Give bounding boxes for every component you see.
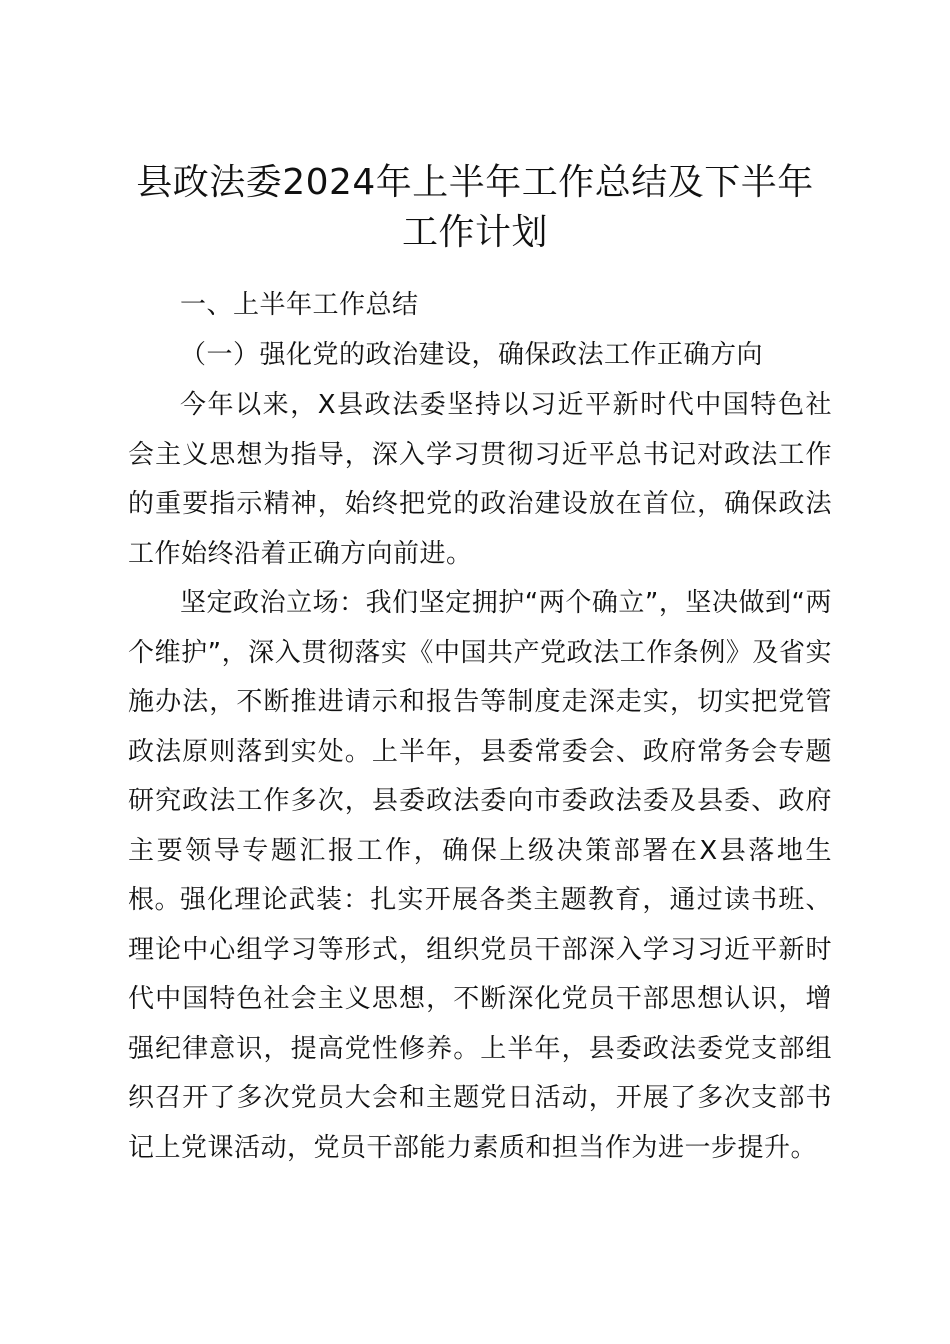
section-heading: 一、上半年工作总结 [180, 290, 419, 320]
paragraph-political-stance: 坚定政治立场：我们坚定拥护“两个确立”，坚决做到“两个维护”，深入贯彻落实《中国共产党政法工作条例》及省实施办法，不断推进请示和报告等制度走深走实，切实把党管政法原则落到实处。上半年，县委常委会、政府常务会专题研究政法工作多次，县委政法委向市委政法委及县委、政府主要领导专题汇报工作，确保上级决策部署在X县落地生根。 [128, 588, 832, 915]
paragraph-intro: 今年以来，X县政法委坚持以习近平新时代中国特色社会主义思想为指导，深入学习贯彻习近平总书记对政法工作的重要指示精神，始终把党的政治建设放在首位，确保政法工作始终沿着正确方向前进。 [128, 390, 832, 569]
document-title: 县政法委2024年上半年工作总结及下半年工作计划 [136, 162, 814, 253]
subsection-heading: （一）强化党的政治建设，确保政法工作正确方向 [180, 340, 764, 370]
paragraph-theory-armament: 强化理论武装：扎实开展各类主题教育，通过读书班、理论中心组学习等形式，组织党员干部深入学习习近平新时代中国特色社会主义思想，不断深化党员干部思想认识，增强纪律意识，提高党性修养。上半年，县委政法委党支部组织召开了多次党员大会和主题党日活动，开展了多次支部书记上党课活动，党员干部能力素质和担当作为进一步提升。 [128, 885, 832, 1163]
